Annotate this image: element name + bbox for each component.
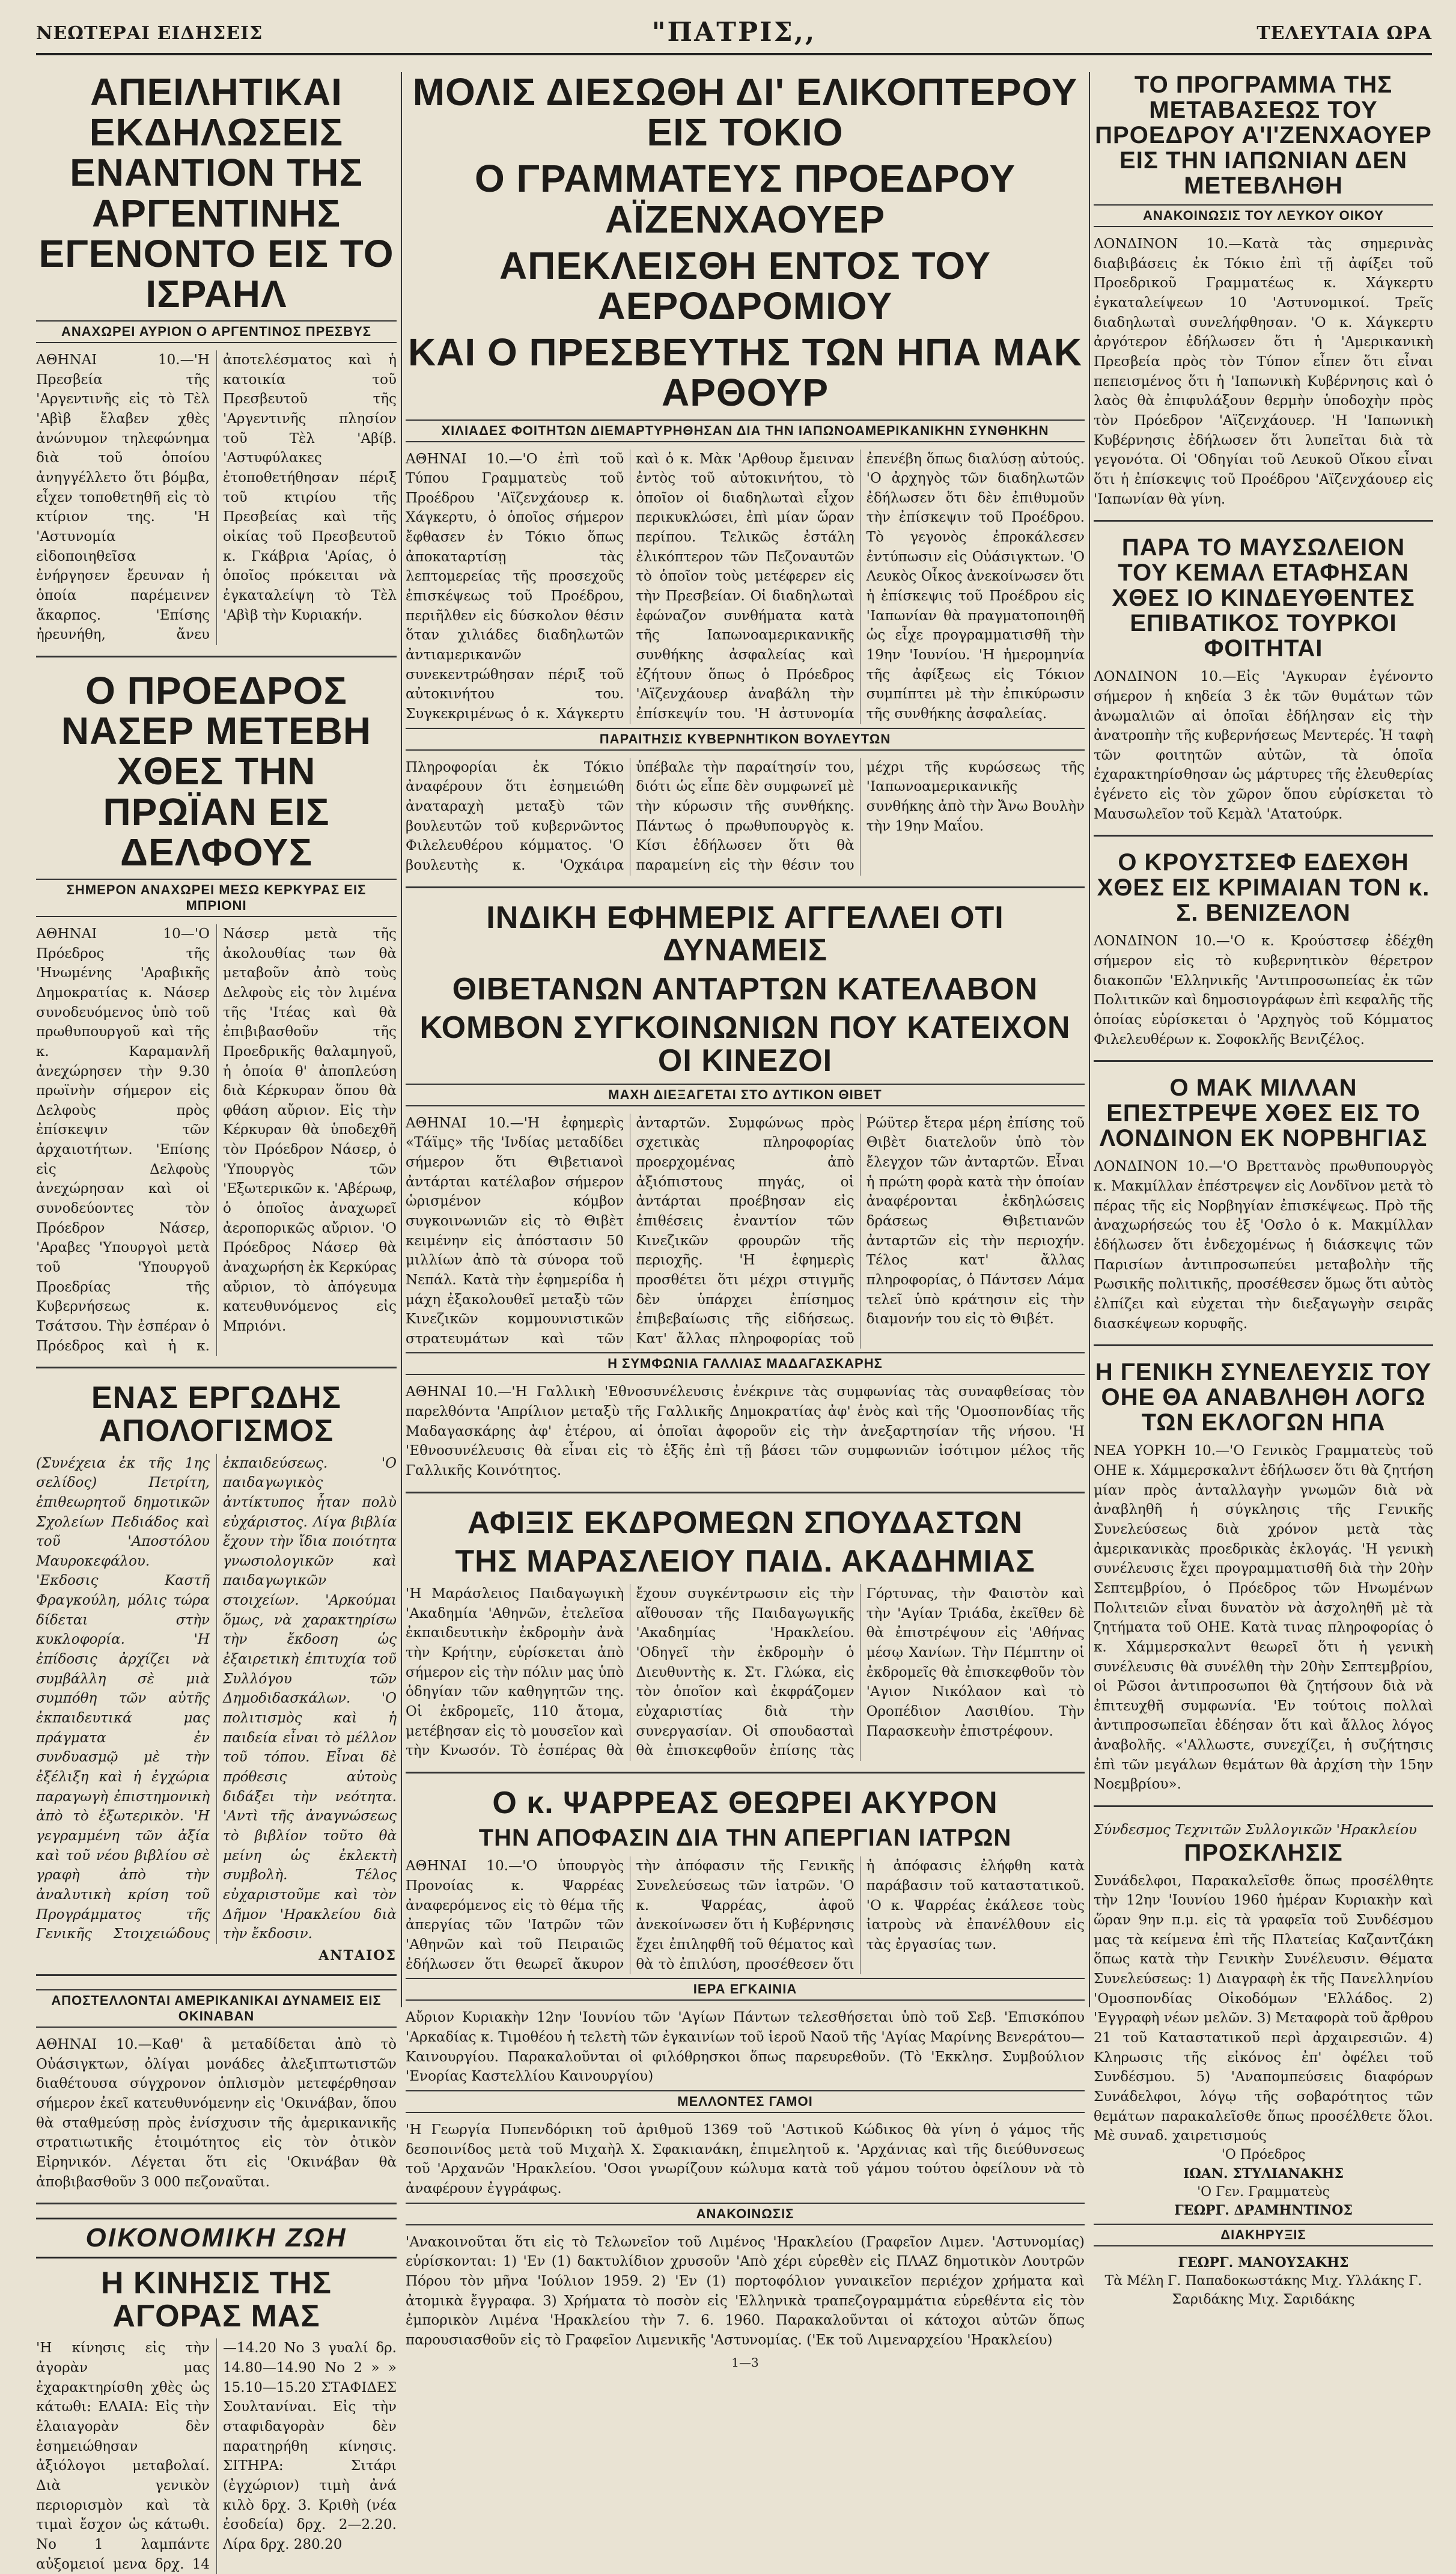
article-okinawa bbox=[36, 1989, 397, 2204]
subheadline: ΙΕΡΑ ΕΓΚΑΙΝΙΑ bbox=[406, 1978, 1085, 2001]
article-students bbox=[406, 1507, 1085, 1773]
headline: ΙΝΔΙΚΗ ΕΦΗΜΕΡΙΣ ΑΓΓΕΛΛΕΙ ΟΤΙ ΔΥΝΑΜΕΙΣ bbox=[486, 900, 1004, 968]
article-body: ΑΘΗΝΑΙ 10.—'Ο ἐπὶ τοῦ Τύπου Γραμματεὺς τοῦ Προέδρου 'Αϊζενχάουερ κ. Χάγκερτυ, ὁ ὁποῖος σήμερον ἔφθασεν ἐν Τόκιο ὅπως ἀποκαταρτίσῃ τὰς λεπτομερείας τῆς προσεχοῦς ἐπισκέψεως τοῦ Προέδρου, περιῆλθεν εἰς δύσκολον θέσιν ὅταν χιλιάδες διαδηλωτῶν ἀντιαμερικανῶν συνεκεντρώθησαν πέριξ τοῦ αὐτοκινήτου του. Συγκεκριμένως ὁ κ. Χάγκερτυ καὶ ὁ κ. Μὰκ 'Αρθουρ ἔμειναν ἐντὸς τοῦ αὐτοκινήτου, τὸ ὁποῖον οἱ διαδηλωταὶ εἶχον περικυκλώσει, ἐπὶ μίαν ὥραν περίπου. Τελικῶς ἐστάλη ἐλικόπτερον τῶν Πεζοναυτῶν τὸ ὁποῖον τοὺς μετέφερεν εἰς τὴν Πρεσβείαν. Οἱ διαδηλωταὶ ἐφώναζον συνθήματα κατὰ τῆς Ιαπωνοαμερικανικῆς συνθήκης ἀσφαλείας καὶ ἐζήτουν ὅπως ὁ Πρόεδρος 'Αϊζενχάουερ ἀναβάλη τὴν ἐπίσκεψίν του. 'Η ἀστυνομία ἐπενέβη ὅπως διαλύσῃ αὐτούς. 'Ο ἀρχηγὸς τῶν διαδηλωτῶν ἐδήλωσεν ὅτι δὲν ἐπιθυμοῦν τὴν ἐπίσκεψιν τοῦ Προέδρου. Τὸ γεγονὸς ἐπροκάλεσεν ἐντύπωσιν εἰς Οὐάσιγκτων. 'Ο Λευκὸς Οἶκος ἀνεκοίνωσεν ὅτι ἡ ἐπίσκεψις τοῦ Προέδρου εἰς 'Ιαπωνίαν θὰ πραγματοποιηθῆ ὡς εἶχε προγραμματισθῆ τὴν 19ην 'Ιουνίου. 'Η ἡμερομηνία τῆς ἀφίξεως εἰς Τόκιον συμπίπτει μὲ τὴν ἐπικύρωσιν τῆς συνθήκης ἀσφαλείας. bbox=[406, 451, 1085, 722]
signature-name: ΙΩΑΝ. ΣΤΥΛΙΑΝΑΚΗΣ bbox=[1183, 2165, 1344, 2182]
signature-name: ΓΕΩΡΓ. ΔΡΑΜΗΝΤΙΝΟΣ bbox=[1174, 2203, 1353, 2219]
article-body: ΑΘΗΝΑΙ 10.—'Ο ὑπουργὸς Προνοίας κ. Ψαρρέας ἀναφερόμενος εἰς τὸ θέμα τῆς ἀπεργίας τῶν 'Ιατρῶν τῶν 'Αθηνῶν καὶ τοῦ Πειραιῶς ἐδήλωσεν ὅτι θεωρεῖ ἄκυρον τὴν ἀπόφασιν τῆς Γενικῆς Συνελεύσεως τῶν ἰατρῶν. 'Ο κ. Ψαρρέας, ἀφοῦ ἀνεκοίνωσεν ὅτι ἡ Κυβέρνησις ἔχει ἐπιληφθῆ τοῦ θέματος καὶ θὰ τὸ ἐπιλύση, προσέθεσεν ὅτι ἡ ἀπόφασις ἐλήφθη κατὰ παράβασιν τοῦ καταστατικοῦ. 'Ο κ. Ψαρρέας ἐκάλεσε τοὺς ἰατροὺς νὰ ἐπανέλθουν εἰς τὰς ἐργασίας των. bbox=[406, 1858, 1085, 1972]
subheadline: ΑΝΑΚΟΙΝΩΣΙΣ bbox=[406, 2203, 1085, 2225]
signature-name: ΓΕΩΡΓ. ΜΑΝΟΥΣΑΚΗΣ bbox=[1178, 2255, 1349, 2271]
headline: Ο ΚΡΟΥΣΤΣΕΦ ΕΔΕΧΘΗ ΧΘΕΣ ΕΙΣ ΚΡΙΜΑΙΑΝ ΤΟΝ κ. Σ. ΒΕΝΙΖΕΛΟΝ bbox=[1097, 849, 1430, 927]
article-psarreas bbox=[406, 1787, 1085, 2370]
subheadline: Η ΣΥΜΦΩΝΙΑ ΓΑΛΛΙΑΣ ΜΑΔΑΓΑΣΚΑΡΗΣ bbox=[406, 1352, 1085, 1375]
headline: ΘΙΒΕΤΑΝΩΝ ΑΝΤΑΡΤΩΝ ΚΑΤΕΛΑΒΟΝ bbox=[452, 971, 1038, 1007]
column-rule bbox=[401, 72, 402, 2007]
subheadline: ΜΑΧΗ ΔΙΕΞΑΓΕΤΑΙ ΣΤΟ ΔΥΤΙΚΟΝ ΘΙΒΕΤ bbox=[406, 1084, 1085, 1106]
article-body: ΛΟΝΔΙΝΟΝ 10.—'Ο κ. Κρούστσεφ ἐδέχθη σήμερον εἰς τὸ κυβερνητικὸν θέρετρον διακοπῶν 'Ελληνικῆς 'Αντιπροσωπείας ἐκ τῶν Πολιτικῶν καὶ δημοσιογράφων ἐπὶ κεφαλῆς τῆς ὁποίας εὑρίσκεται ὁ 'Αρχηγὸς τοῦ Κόμματος Φιλελευθέρων κ. Σοφοκλῆς Βενιζέλος. bbox=[1094, 933, 1433, 1048]
byline: ΑΝΤΑΙΟΣ bbox=[318, 1947, 397, 1963]
section-label-right: ΤΕΛΕΥΤΑΙΑ ΩΡΑ bbox=[1256, 23, 1432, 44]
headline: ΑΠΕΙΛΗΤΙΚΑΙ ΕΚΔΗΛΩΣΕΙΣ ΕΝΑΝΤΙΟΝ ΤΗΣ ΑΡΓΕΝΤΙΝΗΣ ΕΓΕΝΟΝΤΟ ΕΙΣ ΤΟ ΙΣΡΑΗΛ bbox=[38, 70, 394, 316]
article-body: Αὔριον Κυριακὴν 12ην 'Ιουνίου τῶν 'Αγίων Πάντων τελεσθήσεται ὑπὸ τοῦ Σεβ. 'Επισκόπου 'Αρκαδίας κ. Τιμοθέου ἡ τελετὴ τῶν ἐγκαινίων τοῦ ἱεροῦ Ναοῦ τῆς 'Αγίας Μαρίνης Βενεράτου—Καινουργίου. Παρακαλοῦνται οἱ φιλόθρησκοι ὅπως παρευρεθοῦν. (Τὸ 'Εκκλησ. Συμβούλιον 'Ενορίας Καστελλίου Καινουργίου) bbox=[406, 2010, 1085, 2085]
subheadline: ΠΑΡΑΙΤΗΣΙΣ ΚΥΒΕΡΝΗΤΙΚΟΝ ΒΟΥΛΕΥΤΩΝ bbox=[406, 728, 1085, 751]
subheadline: ΜΕΛΛΟΝΤΕΣ ΓΑΜΟΙ bbox=[406, 2090, 1085, 2113]
headline: ΤΗΣ ΜΑΡΑΣΛΕΙΟΥ ΠΑΙΔ. ΑΚΑΔΗΜΙΑΣ bbox=[455, 1544, 1035, 1579]
headline: Η ΚΙΝΗΣΙΣ ΤΗΣ ΑΓΟΡΑΣ ΜΑΣ bbox=[101, 2266, 332, 2334]
column-left bbox=[36, 70, 397, 2572]
article-un bbox=[1094, 1359, 1433, 1807]
article-body: Πληροφορίαι ἐκ Τόκιο ἀναφέρουν ὅτι ἐσημειώθη ἀναταραχὴ μεταξὺ τῶν βουλευτῶν τοῦ κυβερνῶντος Φιλελευθέρου κόμματος. 'Ο βουλευτὴς κ. 'Οχκάιρα ὑπέβαλε τὴν παραίτησίν του, διότι ὡς εἶπε δὲν συμφωνεῖ μὲ τὴν κύρωσιν τῆς συνθήκης. Πάντως ὁ πρωθυπουργὸς κ. Κίσι ἐδήλωσεν ὅτι θὰ παραμείνη εἰς τὴν θέσιν του μέχρι τῆς κυρώσεως τῆς 'Ιαπωνοαμερικανικῆς συνθήκης ἀπὸ τὴν Ἄνω Βουλὴν τὴν 19ην Μαΐου. bbox=[406, 759, 1085, 873]
headline: ΚΑΙ Ο ΠΡΕΣΒΕΥΤΗΣ ΤΩΝ ΗΠΑ ΜΑΚ ΑΡΘΟΥΡ bbox=[407, 331, 1083, 415]
subheadline: ΧΙΛΙΑΔΕΣ ΦΟΙΤΗΤΩΝ ΔΙΕΜΑΡΤΥΡΗΘΗΣΑΝ ΔΙΑ ΤΗΝ ΙΑΠΩΝΟΑΜΕΡΙΚΑΝΙΚΗΝ ΣΥΝΘΗΚΗΝ bbox=[406, 419, 1085, 442]
notice-invitation bbox=[1094, 1820, 1433, 2309]
article-body: (Συνέχεια ἐκ τῆς 1ης σελίδος) Πετρίτη, ἐπιθεωρητοῦ δημοτικῶν Σχολείων Πεδιάδος καὶ τοῦ 'Αποστόλου Μαυροκεφάλου. 'Εκδοσις Καστῆ Φραγκούλη, μόλις τώρα δίδεται στὴν κυκλοφορία. 'Η ἐπίδοσις ἀρχίζει νὰ συμβάλλη σὲ μιὰ συμπόθη τῶν αὐτῆς ἐκπαιδευτικά μας πράγματα ἐν συνδυασμῷ μὲ τὴν ἐξέλιξη καὶ ἡ ἐγχώρια παραγωγὴ ἐπιστημονικὴ ἀπὸ τὸ ἐξωτερικὸν. 'Η γεγραμμένη τῶν ἀξία καὶ τοῦ νέου βιβλίου σὲ γραφὴ ἀπὸ τὴν ἀναλυτικὴ κρίση τοῦ Προγράμματος τῆς Γενικῆς Στοιχειώδους ἐκπαιδεύσεως. 'Ο παιδαγωγικὸς ἀντίκτυπος ἦταν πολὺ εὐχάριστος. Λίγα βιβλία ἔχουν τὴν ἴδια ποιότητα γνωσιολογικῶν καὶ παιδαγωγικῶν στοιχείων. 'Αρκούμαι ὅμως, νὰ χαρακτηρίσω τὴν ἔκδοση ὡς ἐξαιρετικὴ ἐπιτυχία τοῦ Συλλόγου τῶν Δημοδιδασκάλων. 'Ο πολιτισμὸς καὶ ἡ παιδεία εἶναι τὸ μέλλον τοῦ τόπου. Εἶναι δὲ πρόθεσις αὐτοὺς διδάξει τὴν νεότητα. 'Αντὶ τῆς ἀναγνώσεως τὸ βιβλίον τοῦτο θὰ μείνη ὡς ἐκλεκτὴ συμβολὴ. Τέλος εὐχαριστοῦμε καὶ τὸν Δῆμον 'Ηρακλείου διὰ τὴν ἔκδοσιν. bbox=[36, 1455, 397, 1942]
article-body: Συνάδελφοι, Παρακαλεῖσθε ὅπως προσέλθητε τὴν 12ην 'Ιουνίου 1960 ἡμέραν Κυριακὴν καὶ ὥραν 9ην π.μ. εἰς τὰ γραφεῖα τοῦ Συνδέσμου μας τὰ κείμενα ἐπὶ τῆς Πλατείας Καζαντζάκη ὅπως κατὰ τὴν Γενικὴν Συνέλευσιν. Θέματα Συνελεύσεως: 1) Διαγραφὴ ἐκ τῆς Πανελληνίου 'Ομοσπονδίας Οἰκοδόμων 'Ελλάδος. 2) 'Εγγραφὴ νέων μελῶν. 3) Μεταφορὰ τοῦ ἄρθρου 21 τοῦ Καταστατικοῦ περὶ ἀρχαιρεσιῶν. 4) Κληρωσις τῆς εἰκόνος ἐπ' ὀφέλει τοῦ Συνδέσμου. 5) 'Αναπομπεύσεις διαφόρων Συνάδελφοι, λόγῳ τῆς σοβαρότητος τῶν θεμάτων παρακαλεῖσθε ὅπως προσέλθετε ὅλοι. Μὲ συναδ. χαιρετισμούς bbox=[1094, 1873, 1433, 2144]
subheadline: ΑΝΑΚΟΙΝΩΣΙΣ ΤΟΥ ΛΕΥΚΟΥ ΟΙΚΟΥ bbox=[1094, 204, 1433, 227]
article-body: ΛΟΝΔΙΝΟΝ 10.—Κατὰ τὰς σημερινὰς διαβιβάσεις ἐκ Τόκιο ἐπὶ τῇ ἀφίξει τοῦ Προεδρικοῦ Γραμματέως κ. Χάγκερτυ ἐγκαταλείψεων 10 'Αστυνομικοί. Τρεῖς διαδηλωταὶ συνελήφθησαν. 'Ο κ. Χάγκερτυ ἀργότερον ἐδήλωσεν ὅτι ἡ 'Αμερικανικὴ Πρεσβεία πρὸς τὸν Τύπον εἶπεν ὅτι εἶναι πεπεισμένος ὅτι ἡ 'Ιαπωνικὴ Κυβέρνησις καὶ ὁ λαὸς θὰ ἐπιφυλάξουν θερμὴν ὑποδοχὴν πρὸς τὸν Πρόεδρον 'Αϊζενχάουερ. 'Η 'Ιαπωνικὴ Κυβέρνησις ἐδήλωσεν ὅτι λυπεῖται διὰ τὰ γεγονότα. Οἱ 'Οδηγίαι τοῦ Λευκοῦ Οἴκου εἶναι ὅτι ἡ ἐπίσκεψις τοῦ Προέδρου 'Αϊζενχάουερ εἰς 'Ιαπωνίαν θὰ γίνη. bbox=[1094, 236, 1433, 507]
article-body: 'Ανακοινοῦται ὅτι εἰς τὸ Τελωνεῖον τοῦ Λιμένος 'Ηρακλείου (Γραφεῖον Λιμεν. 'Αστυνομίας) εὑρίσκονται: 1) 'Εν (1) δακτυλίδιον χρυσοῦν 'Απὸ χέρι εὑρεθὲν εἰς ΠΛΑΖ δημοτικὸν Λουτρῶν Πόρου τὸν μῆνα 'Ιούλιον 1959. 2) 'Εν (1) πορτοφόλιον γυναικεῖον περιέχον χρήματα καὶ ἀτομικὰ ἔγγραφα. 3) Χρήματα τὸ ποσὸν εἰς 'Ελληνικὰ τραπεζογραμμάτια εὑρεθέντα εἰς τὸν ἐμπορικὸν Λιμένα 'Ηρακλείου τὴν 7. 6. 1960. Παρακαλοῦνται οἱ κάτοχοι αὐτῶν ὅπως παρουσιασθοῦν εἰς τὸ Γραφεῖον Λιμενικῆς 'Αστυνομίας. ('Εκ τοῦ Λιμεναρχείου 'Ηρακλείου) bbox=[406, 2234, 1085, 2348]
headline: ΠΡΟΣΚΛΗΣΙΣ bbox=[1184, 1839, 1343, 1866]
headline: ΜΟΛΙΣ ΔΙΕΣΩΘΗ ΔΙ' ΕΛΙΚΟΠΤΕΡΟΥ ΕΙΣ ΤΟΚΙΟ bbox=[412, 70, 1078, 154]
article-body: 'Η κίνησις εἰς τὴν ἀγορὰν μας ἐχαρακτηρίσθη χθὲς ὡς κάτωθι: ΕΛΑΙΑ: Εἰς τὴν ἐλαιαγορὰν δὲν ἐσημειώθησαν ἀξιόλογοι μεταβολαί. Διὰ γενικὸν περιορισμὸν καὶ τὰ τιμαὶ ἔσχον ὡς κάτωθι. Νο 1 λαμπάντε αὐξομειοί μενα δρχ. 14—14.20 Νο 3 γυαλί δρ. 14.80—14.90 Νο 2 » » 15.10—15.20 ΣΤΑΦΙΔΕΣ Σουλτανίναι. Εἰς τὴν σταφιδαγορὰν δὲν παρατηρήθη κίνησις. ΣΙΤΗΡΑ: Σιτάρι (ἐγχώριον) τιμὴ ἀνά κιλὸ δρχ. 3. Κριθὴ (νέα ἐσοδεία) δρχ. 2—2.20. Λίρα δρχ. 280.20 bbox=[36, 2340, 397, 2572]
headline: ΤΗΝ ΑΠΟΦΑΣΙΝ ΔΙΑ ΤΗΝ ΑΠΕΡΓΙΑΝ ΙΑΤΡΩΝ bbox=[478, 1825, 1012, 1852]
signature-block bbox=[1094, 2146, 1433, 2220]
article-body: ΑΘΗΝΑΙ 10—'Ο Πρόεδρος τῆς 'Ηνωμένης 'Αραβικῆς Δημοκρατίας κ. Νάσερ συνοδευόμενος ὑπὸ τοῦ πρωθυπουργοῦ καὶ τῆς κ. Καραμανλῆ ἀνεχώρησεν τὴν 9.30 πρωϊνὴν σήμερον εἰς Δελφοὺς πρὸς ἐπίσκεψιν τῶν ἀρχαιοτήτων. 'Επίσης εἰς Δελφοὺς ἀνεχώρησαν καὶ οἱ συνοδεύοντες τὸν Πρόεδρον Νάσερ, 'Αραβες 'Υπουργοὶ μετὰ τοῦ 'Υπουργοῦ Προεδρίας τῆς Κυβερνήσεως κ. Τσάτσου. Τὴν ἐσπέραν ὁ Πρόεδρος καὶ ἡ κ. Νάσερ μετὰ τῆς ἀκολουθίας των θὰ μεταβοῦν ἀπὸ τοὺς Δελφοὺς εἰς τὸν λιμένα τῆς 'Ιτέας καὶ θὰ ἐπιβιβασθοῦν τῆς Προεδρικῆς θαλαμηγοῦ, ἡ ὁποία θ' ἀποπλεύση διὰ Κέρκυραν ὅπου θὰ φθάση αὔριον. Εἰς τὴν Κέρκυραν θὰ ὑποδεχθῆ τὸν Πρόεδρον Νάσερ, ὁ 'Υπουργὸς τῶν 'Εξωτερικῶν κ. 'Αβέρωφ, ὁ ὁποῖος ἀναχωρεῖ ἀεροπορικῶς αὔριον. 'Ο Πρόεδρος Νάσερ θὰ ἀναχωρήση ἐκ Κερκύρας αὔριον, τὸ ἀπόγευμα κατευθυνόμενος εἰς Μπριόνι. bbox=[36, 926, 397, 1354]
article-kemal bbox=[1094, 535, 1433, 837]
headline: ΑΠΕΚΛΕΙΣΘΗ ΕΝΤΟΣ ΤΟΥ ΑΕΡΟΔΡΟΜΙΟΥ bbox=[499, 243, 991, 328]
article-body: 'Η Μαράσλειος Παιδαγωγικὴ 'Ακαδημία 'Αθηνῶν, ἐτελεῖσα ἐκπαιδευτικὴν ἐκδρομὴν ἀνὰ τὴν Κρήτην, εὑρίσκεται ἀπὸ σήμερον εἰς τὴν πόλιν μας ὑπὸ ὁδηγίαν τῶν καθηγητῶν της. Οἱ ἐκδρομεῖς, 110 ἄτομα, μετέβησαν εἰς τὸ μουσεῖον καὶ τὴν Κνωσόν. Τὸ ἑσπέρας θὰ ἔχουν συγκέντρωσιν εἰς τὴν αἴθουσαν τῆς Παιδαγωγικῆς 'Ακαδημίας 'Ηρακλείου. 'Οδηγεῖ τὴν ἐκδρομὴν ὁ Διευθυντὴς κ. Στ. Γλώκα, εἰς τὸν ὁποῖον καὶ ἐκφράζομεν εὐχαριστίας διὰ τὴν συνεργασίαν. Οἱ σπουδασταὶ θὰ ἐπισκεφθοῦν ἐπίσης τὰς Γόρτυνας, τὴν Φαιστὸν καὶ τὴν 'Αγίαν Τριάδα, ἐκεῖθεν δὲ θὰ ἐπιστρέψουν εἰς 'Αθήνας μέσῳ Χανίων. Τὴν Πέμπτην οἱ ἐκδρομεῖς θὰ ἐπισκεφθοῦν τὸν 'Αγιον Νικόλαον καὶ τὸ Οροπέδιον Λασιθίου. Τὴν Παρασκευὴν ἐπιστρέφουν. bbox=[406, 1585, 1085, 1759]
article-apologismos bbox=[36, 1382, 397, 1976]
headline: ΕΝΑΣ ΕΡΓΩΔΗΣ ΑΠΟΛΟΓΙΣΜΟΣ bbox=[91, 1380, 341, 1448]
subheadline: ΣΗΜΕΡΟΝ ΑΝΑΧΩΡΕΙ ΜΕΣΩ ΚΕΡΚΥΡΑΣ ΕΙΣ ΜΠΡΙΟΝΙ bbox=[36, 879, 397, 917]
article-khrushchev bbox=[1094, 850, 1433, 1062]
subheadline: ΑΝΑΧΩΡΕΙ ΑΥΡΙΟΝ Ο ΑΡΓΕΝΤΙΝΟΣ ΠΡΕΣΒΥΣ bbox=[36, 320, 397, 343]
column-right bbox=[1094, 72, 1433, 2307]
headline: ΤΟ ΠΡΟΓΡΑΜΜΑ ΤΗΣ ΜΕΤΑΒΑΣΕΩΣ ΤΟΥ ΠΡΟΕΔΡΟΥ Α'Ι'ΖΕΝΧΑΟΥΕΡ ΕΙΣ ΤΗΝ ΙΑΠΩΝΙΑΝ ΔΕΝ ΜΕΤΕΒΛΗΘΗ bbox=[1095, 72, 1432, 199]
article-macmillan bbox=[1094, 1075, 1433, 1346]
signature-block bbox=[1094, 2254, 1433, 2309]
article-hagerty bbox=[406, 72, 1085, 888]
article-market bbox=[36, 2218, 397, 2574]
article-body: ΝΕΑ ΥΟΡΚΗ 10.—'Ο Γενικὸς Γραμματεὺς τοῦ ΟΗΕ κ. Χάμμερσκαλντ ἐδήλωσεν ὅτι θὰ ζητήση μίαν πρὸς ἀνταλλαγὴν γνωμῶν διὰ νὰ ἀναβληθῆ ἡ σύγκλησις τῆς Γενικῆς Συνελεύσεως διὰ χρόνον μετὰ τὰς ἀμερικανικὰς προεδρικὰς ἐκλογάς. 'Η γενικὴ συνέλευσις ἔχει προγραμματισθῆ διὰ τὴν 20ὴν Σεπτεμβρίου, ὁ Πρόεδρος τῶν Ηνωμένων Πολιτειῶν εἶναι δυνατὸν νὰ ἀσχοληθῆ μὲ τὰ ζητήματα τοῦ ΟΗΕ. Κατὰ τινας πληροφορίας ὁ κ. Χάμμερσκαλντ θεωρεῖ ὅτι ἡ γενικὴ συνέλευσις θὰ συνέλθη τὴν 20ὴν Σεπτεμβρίου, οἱ Ρῶσοι ἀντιπροσωποι θὰ ζητήσουν διὰ νὰ ἐπιτευχθῆ συμφωνία. 'Εν τούτοις πολλαὶ ἀντιπροσωπεῖαι ἐδέησαν ὅτι καὶ ἄλλος λόγος ἀναβολῆς. «'Αλλωστε, συνεχίζει, ἡ συζήτησις ἐπὶ τῶν μεγάλων θεμάτων θὰ ἀρχίση τὴν 15ην Νοεμβρίου». bbox=[1094, 1443, 1433, 1793]
subheadline: ΑΠΟΣΤΕΛΛΟΝΤΑΙ ΑΜΕΡΙΚΑΝΙΚΑΙ ΔΥΝΑΜΕΙΣ ΕΙΣ ΟΚΙΝΑΒΑΝ bbox=[36, 1989, 397, 2028]
headline: ΚΟΜΒΟΝ ΣΥΓΚΟΙΝΩΝΙΩΝ ΠΟΥ ΚΑΤΕΙΧΟΝ ΟΙ ΚΙΝΕΖΟΙ bbox=[419, 1010, 1071, 1078]
article-body: ΑΘΗΝΑΙ 10.—'Η Πρεσβεία τῆς 'Αργεντινῆς εἰς τὸ Τὲλ 'Αβὶβ ἔλαβεν χθὲς ἀνώνυμον τηλεφώνημα διὰ τοῦ ὁποίου ἀνηγγέλλετο ὅτι βόμβα, εἶχεν τοποθετηθῆ εἰς τὸ κτίριον της. 'Η 'Αστυνομία εἰδοποιηθεῖσα ἐνήργησεν ἔρευναν ἡ ὁποία παρέμεινεν ἄκαρπος. 'Επίσης ἠρευνήθη, ἄνευ ἀποτελέσματος καὶ ἡ κατοικία τοῦ Πρεσβευτοῦ τῆς 'Αργεντινῆς πλησίον τοῦ Τὲλ 'Αβίβ. 'Αστυφύλακες ἐτοποθετήθησαν πέριξ τοῦ κτιρίου τῆς Πρεσβείας καὶ τῆς οἰκίας τοῦ Πρεσβευτοῦ κ. Γκάβρια 'Αρίας, ὁ ὁποῖος πρόκειται νὰ ἐγκαταλείψη τὸ Τὲλ 'Αβὶβ τὴν Κυριακήν. bbox=[36, 352, 397, 643]
article-body: ΑΘΗΝΑΙ 10.—Καθ' ἃ μεταδίδεται ἀπὸ τὸ Οὐάσιγκτων, ὀλίγαι μονάδες ἀλεξιπτωτιστῶν διαθέτουσα σύγχρονον ὁπλισμὸν μετεφέρθησαν σήμερον ἐκεῖ κατευθυνόμενην εἰς 'Οκινάβαν, ὅπου θὰ σταθμεύσῃ πρὸς ἐνίσχυσιν τῆς ἀμερικανικῆς στρατιωτικῆς ἑτοιμότητος εἰς τὸν ὀτικὸν Εἰρηνικόν. Λέγεται ὅτι εἰς 'Οκινάβαν θὰ ἀποβιβασθοῦν 3 000 πεζοναῦται. bbox=[36, 2036, 397, 2190]
headline: ΠΑΡΑ ΤΟ ΜΑΥΣΩΛΕΙΟΝ ΤΟΥ ΚΕΜΑΛ ΕΤΑΦΗΣΑΝ ΧΘΕΣ ΙΟ ΚΙΝΔΕΥΘΕΝΤΕΣ ΕΠΙΒΑΤΙΚΟΣ ΤΟΥΡΚΟΙ ΦΟΙΤΗΤΑΙ bbox=[1112, 534, 1415, 662]
article-body: ΛΟΝΔΙΝΟΝ 10.—Εἰς 'Αγκυραν ἐγένοντο σήμερον ἡ κηδεία 3 ἐκ τῶν θυμάτων τῶν ἀνωμαλιῶν αἱ ὁποῖαι ἐδήλησαν εἰς τὴν ἀνατροπὴν τῆς κυβερνήσεως Μεντερές. Ἡ ταφὴ τῶν φοιτητῶν αὐτῶν, τὰ ὁποῖα ἐχαρακτηρίσθησαν ὡς μάρτυρες τῆς ἐλευθερίας ἐγένετο εἰς τὸν χῶρον ὅπου εὑρίσκεται τὸ Μαυσωλεῖον τοῦ Κεμὰλ 'Ατατούρκ. bbox=[1094, 669, 1433, 822]
article-body: 'Η Γεωργία Πυπενδόρικη τοῦ ἀριθμοῦ 1369 τοῦ 'Αστικοῦ Κώδικος θὰ γίνη ὁ γάμος τῆς δεσποινίδος μετὰ τοῦ Μιχαὴλ Χ. Σφακιανάκη, ἐπιμελητοῦ κ. 'Αρχάνιας καὶ τῆς διεύθυνσεως τοῦ 'Αρχανῶν 'Ηρακλείου. 'Οσοι γνωρίζουν κώλυμα κατὰ τοῦ γάμου τούτου ὀφείλουν νὰ τὸ ἀναφέρουν ἐγγράφως. bbox=[406, 2122, 1085, 2197]
subheadline: ΔΙΑΚΗΡΥΞΙΣ bbox=[1094, 2224, 1433, 2246]
headline: Ο ΠΡΟΕΔΡΟΣ ΝΑΣΕΡ ΜΕΤΕΒΗ ΧΘΕΣ ΤΗΝ ΠΡΩΪΑΝ ΕΙΣ ΔΕΛΦΟΥΣ bbox=[61, 668, 372, 874]
article-body: ΑΘΗΝΑΙ 10.—'Η Γαλλικὴ 'Εθνοσυνέλευσις ἐνέκρινε τὰς συμφωνίας τὰς συναφθείσας τὸν παρελθόντα 'Απρίλιον μεταξὺ τῆς Γαλλικῆς Δημοκρατίας ἀφ' ἑνὸς καὶ τῆς 'Ομοσπονδίας τῆς Μαδαγασκάρης ἀφ' ἑτέρου, αἱ ὁποῖαι ἀφοροῦν εἰς τὴν ἀνεξαρτησίαν τῆς νήσου. 'Η 'Εθνοσυνέλευσις θὰ εἶναι εἰς τὸ ἑξῆς ἐπὶ τῇ βάσει τῶν συμφωνιῶν ἰσότιμον μέλος τῆς Γαλλικῆς Κοινότητος. bbox=[406, 1384, 1085, 1479]
newspaper-title: "ΠΑΤΡΙΣ,, bbox=[651, 17, 817, 47]
article-body: ΑΘΗΝΑΙ 10.—'Η ἐφημερὶς «Τάϊμς» τῆς 'Ινδίας μεταδίδει σήμερον ὅτι Θιβετιανοὶ ἀντάρται κατέλαβον σήμερον ὡρισμένον κόμβον συγκοινωνιῶν εἰς τὸ Θιβὲτ κειμένην εἰς ἀπόστασιν 50 μιλλίων ἀπὸ τὰ σύνορα τοῦ Νεπάλ. Κατὰ τὴν ἐφημερίδα ἡ μάχη ἐξακολουθεῖ μεταξὺ τῶν Κινεζικῶν κομμουνιστικῶν στρατευμάτων καὶ τῶν ἀνταρτῶν. Συμφώνως πρὸς σχετικὰς πληροφορίας προερχομένας ἀπὸ ἀξιόπιστους πηγάς, οἱ ἀντάρται προέβησαν εἰς ἐπιθέσεις ἐναντίον τῶν Κινεζικῶν φρουρῶν τῆς περιοχῆς. 'Η ἐφημερὶς προσθέτει ὅτι μέχρι στιγμῆς δὲν ὑπάρχει ἐπίσημος ἐπιβεβαίωσις τῆς εἰδήσεως. Κατ' ἄλλας πληροφορίας τοῦ Ρώϋτερ ἔτερα μέρη ἐπίσης τοῦ Θιβὲτ διατελοῦν ὑπὸ τὸν ἔλεγχον τῶν ἀνταρτῶν. Εἶναι ἡ πρώτη φορὰ κατὰ τὴν ὁποίαν ἀναφέρονται ἐκδηλώσεις δράσεως Θιβετιανῶν ἀνταρτῶν εἰς τὴν περιοχήν. Τέλος κατ' ἄλλας πληροφορίας, ὁ Πάντσεν Λάμα τελεῖ ὑπὸ κράτησιν εἰς τὴν διαμονήν του εἰς τὸ Θιβέτ. bbox=[406, 1115, 1085, 1347]
article-nasser bbox=[36, 668, 397, 1368]
signature-title: 'Ο Γεν. Γραμματεὺς bbox=[1197, 2184, 1330, 2200]
masthead bbox=[36, 17, 1432, 55]
signature-title: 'Ο Πρόεδρος bbox=[1221, 2147, 1306, 2162]
section-title: ΟΙΚΟΝΟΜΙΚΗ ΖΩΗ bbox=[36, 2218, 397, 2258]
headline: Ο ΓΡΑΜΜΑΤΕΥΣ ΠΡΟΕΔΡΟΥ ΑΪΖΕΝΧΑΟΥΕΡ bbox=[474, 157, 1016, 241]
section-label-left: ΝΕΩΤΕΡΑΙ ΕΙΔΗΣΕΙΣ bbox=[36, 23, 263, 44]
headline: ΑΦΙΞΙΣ ΕΚΔΡΟΜΕΩΝ ΣΠΟΥΔΑΣΤΩΝ bbox=[467, 1505, 1023, 1540]
column-rule bbox=[1089, 72, 1090, 2007]
page-number: 1—3 bbox=[731, 2355, 759, 2370]
headline: Ο κ. ΨΑΡΡΕΑΣ ΘΕΩΡΕΙ ΑΚΥΡΟΝ bbox=[492, 1785, 998, 1820]
headline: Η ΓΕΝΙΚΗ ΣΥΝΕΛΕΥΣΙΣ ΤΟΥ ΟΗΕ ΘΑ ΑΝΑΒΛΗΘΗ ΛΟΓΩ ΤΩΝ ΕΚΛΟΓΩΝ ΗΠΑ bbox=[1095, 1359, 1432, 1436]
article-argentina bbox=[36, 72, 397, 657]
organization-name: Σύνδεσμος Τεχνιτῶν Συλλογικῶν 'Ηρακλείου bbox=[1094, 1822, 1417, 1838]
column-center bbox=[406, 70, 1085, 2370]
article-body: ΛΟΝΔΙΝΟΝ 10.—'Ο Βρεττανὸς πρωθυπουργὸς κ. Μακμίλλαν ἐπέστρεψεν εἰς Λονδῖνον μετὰ τὸ πέρας τῆς εἰς Νορβηγίαν ἐπισκέψεως. Πρὸ τῆς ἀναχωρήσεώς του ἐξ 'Οσλο ὁ κ. Μακμίλλαν ἐδήλωσεν ὅτι ἐνδεχομένως ἡ διάσκεψις τῶν Παρισίων ἀντιπροσωπεύει μεταβολὴν τῆς Ρωσικῆς πολιτικῆς, προσέθεσεν ὅμως ὅτι αὐτὸς ἐλπίζει καὶ εὐχεται τὴν διεξαγωγὴν σειρᾶς διασκέψεων κορυφῆς. bbox=[1094, 1159, 1433, 1332]
headline: Ο ΜΑΚ ΜΙΛΛΑΝ ΕΠΕΣΤΡΕΨΕ ΧΘΕΣ ΕΙΣ ΤΟ ΛΟΝΔΙΝΟΝ ΕΚ ΝΟΡΒΗΓΙΑΣ bbox=[1099, 1075, 1428, 1152]
article-tibet bbox=[406, 901, 1085, 1493]
article-eisenhower-program bbox=[1094, 72, 1433, 522]
members-list: Τὰ Μέλη Γ. Παπαδοκωστάκης Μιχ. Υλλάκης Γ. Σαριδάκης Μιχ. Σαριδάκης bbox=[1104, 2273, 1422, 2307]
